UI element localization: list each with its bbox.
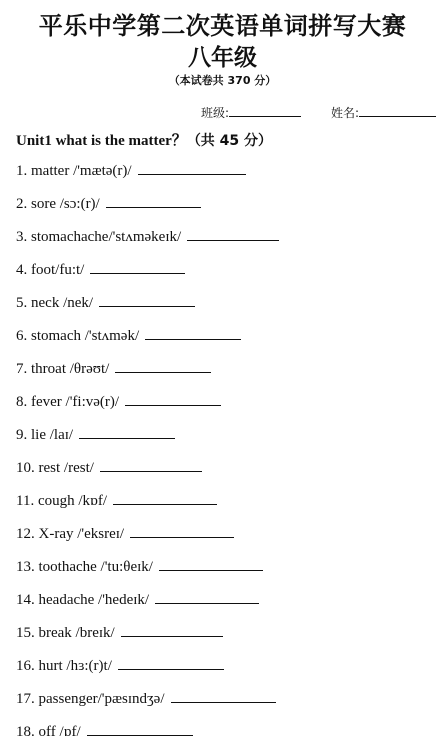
word-phonetic: neck /nek/ <box>31 295 94 311</box>
answer-blank[interactable] <box>99 292 195 307</box>
answer-blank[interactable] <box>171 688 276 703</box>
answer-blank[interactable] <box>87 721 193 736</box>
word-list <box>16 160 279 754</box>
item-number: 1. <box>16 163 28 179</box>
list-item <box>16 325 279 358</box>
item-number: 3. <box>16 229 28 245</box>
list-item <box>16 457 279 490</box>
word-phonetic: off /ɒf/ <box>38 724 81 740</box>
list-item <box>16 292 279 325</box>
list-item <box>16 391 279 424</box>
list-item <box>16 193 279 226</box>
list-item <box>16 523 279 556</box>
answer-blank[interactable] <box>121 622 223 637</box>
answer-blank[interactable] <box>138 160 246 175</box>
word-phonetic: fever /'fi:və(r)/ <box>31 394 120 410</box>
list-item <box>16 358 279 391</box>
total-score-note: （本试卷共 370 分） <box>168 74 277 87</box>
word-phonetic: throat /θrəʊt/ <box>31 361 110 377</box>
list-item <box>16 160 279 193</box>
item-number: 16. <box>16 658 35 674</box>
word-phonetic: stomachache/'stʌməkeɪk/ <box>31 229 182 245</box>
answer-blank[interactable] <box>187 226 279 241</box>
section-score: （共 45 分） <box>186 133 273 149</box>
list-item <box>16 622 279 655</box>
answer-blank[interactable] <box>100 457 202 472</box>
answer-blank[interactable] <box>155 589 259 604</box>
section-heading <box>16 129 272 150</box>
item-number: 8. <box>16 394 28 410</box>
list-item <box>16 721 279 754</box>
item-number: 11. <box>16 493 35 509</box>
grade-heading: 八年级 <box>188 45 257 71</box>
word-phonetic: X-ray /'eksreɪ/ <box>38 526 125 542</box>
answer-blank[interactable] <box>115 358 211 373</box>
item-number: 4. <box>16 262 28 278</box>
list-item <box>16 688 279 721</box>
name-label: 姓名: <box>331 106 360 120</box>
answer-blank[interactable] <box>118 655 224 670</box>
word-phonetic: toothache /'tu:θeɪk/ <box>38 559 153 575</box>
list-item <box>16 259 279 292</box>
item-number: 15. <box>16 625 35 641</box>
list-item <box>16 655 279 688</box>
word-phonetic: hurt /hɜ:(r)t/ <box>38 658 112 674</box>
class-blank[interactable] <box>229 105 301 117</box>
answer-blank[interactable] <box>145 325 241 340</box>
word-phonetic: matter /'mætə(r)/ <box>31 163 132 179</box>
answer-blank[interactable] <box>159 556 263 571</box>
answer-blank[interactable] <box>106 193 201 208</box>
item-number: 10. <box>16 460 35 476</box>
name-field[interactable] <box>331 104 436 121</box>
word-phonetic: break /breɪk/ <box>38 625 115 641</box>
answer-blank[interactable] <box>113 490 217 505</box>
item-number: 2. <box>16 196 28 212</box>
item-number: 7. <box>16 361 28 377</box>
item-number: 17. <box>16 691 35 707</box>
class-field[interactable] <box>201 104 301 121</box>
item-number: 18. <box>16 724 35 740</box>
word-phonetic: rest /rest/ <box>38 460 94 476</box>
name-blank[interactable] <box>359 105 436 117</box>
item-number: 9. <box>16 427 28 443</box>
list-item <box>16 556 279 589</box>
section-title: Unit1 what is the matter？ <box>16 133 187 149</box>
list-item <box>16 589 279 622</box>
word-phonetic: passenger/'pæsɪndʒə/ <box>38 691 165 707</box>
answer-blank[interactable] <box>130 523 234 538</box>
word-phonetic: cough /kɒf/ <box>37 493 108 509</box>
page-title: 平乐中学第二次英语单词拼写大赛 <box>38 12 407 40</box>
item-number: 6. <box>16 328 28 344</box>
item-number: 13. <box>16 559 35 575</box>
item-number: 5. <box>16 295 28 311</box>
word-phonetic: sore /sɔ:(r)/ <box>31 196 100 212</box>
list-item <box>16 226 279 259</box>
item-number: 14. <box>16 592 35 608</box>
word-phonetic: lie /laɪ/ <box>31 427 74 443</box>
item-number: 12. <box>16 526 35 542</box>
answer-blank[interactable] <box>125 391 221 406</box>
word-phonetic: foot/fu:t/ <box>31 262 85 278</box>
word-phonetic: headache /'hedeɪk/ <box>38 592 150 608</box>
word-phonetic: stomach /'stʌmək/ <box>31 328 140 344</box>
list-item <box>16 424 279 457</box>
class-label: 班级: <box>201 106 230 120</box>
answer-blank[interactable] <box>79 424 175 439</box>
answer-blank[interactable] <box>90 259 185 274</box>
list-item <box>16 490 279 523</box>
